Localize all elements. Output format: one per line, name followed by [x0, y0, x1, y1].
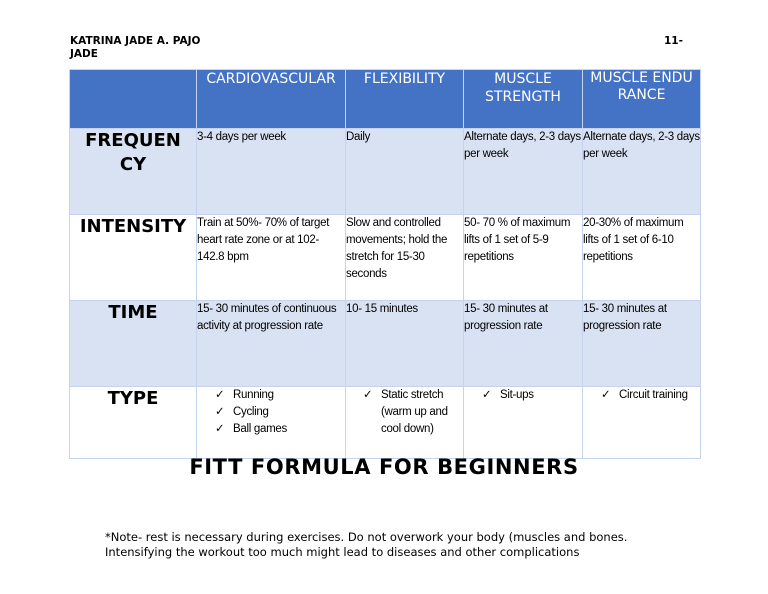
table-cell — [464, 387, 583, 459]
table-cell: Slow and controlled movements; hold the stretch for 15-30 seconds — [346, 215, 464, 301]
checkmark-icon: ✓ — [482, 389, 492, 401]
list-item: ✓ Sit-ups — [482, 387, 582, 404]
list-item: ✓ Static stretch (warm up and cool down) — [363, 389, 448, 435]
row-header-frequency: FREQUENCY — [70, 129, 197, 215]
row-header-type: TYPE — [70, 387, 197, 459]
type-list-muscle-strength — [482, 387, 582, 404]
table-row — [70, 215, 701, 301]
table-cell: Train at 50%- 70% of target heart rate zone or at 102-142.8 bpm — [197, 215, 346, 301]
column-header-muscle-endurance: MUSCLE ENDURANCE — [583, 70, 701, 129]
checkmark-icon: ✓ — [215, 406, 225, 418]
list-item: ✓ Cycling — [215, 404, 345, 421]
table-row — [70, 129, 701, 215]
table-cell — [583, 387, 701, 459]
list-item: ✓ Circuit training — [601, 387, 700, 404]
list-item: ✓ Ball games — [215, 421, 345, 438]
student-name: KATRINA JADE A. PAJO JADE — [70, 35, 201, 60]
column-header-cardiovascular: CARDIOVASCULAR — [197, 70, 346, 129]
checkmark-icon: ✓ — [363, 389, 373, 401]
list-item: ✓ Running — [215, 387, 345, 404]
table-header-row — [70, 70, 701, 129]
checkmark-icon: ✓ — [215, 423, 225, 435]
page-title: FITT FORMULA FOR BEGINNERS — [189, 455, 579, 479]
row-header-time: TIME — [70, 301, 197, 387]
column-header-flexibility: FLEXIBILITY — [346, 70, 464, 129]
table-cell — [197, 387, 346, 459]
table-row — [70, 301, 701, 387]
header-corner — [70, 70, 197, 129]
checkmark-icon: ✓ — [601, 389, 611, 401]
footnote: *Note- rest is necessary during exercises. Do not overwork your body (muscles and bones. Intensifying the workout too much might lead to diseases and other complications — [105, 530, 628, 559]
table-cell: 20-30% of maximum lifts of 1 set of 6-10 repetitions — [583, 215, 701, 301]
row-header-intensity: INTENSITY — [70, 215, 197, 301]
table-cell — [346, 387, 464, 459]
table-cell: Alternate days, 2-3 days per week — [464, 129, 583, 215]
type-list-flexibility — [363, 387, 463, 438]
table-row — [70, 387, 701, 459]
table-cell: Daily — [346, 129, 464, 215]
table-cell: 15- 30 minutes at progression rate — [583, 301, 701, 387]
grade-level: 11- — [664, 35, 683, 47]
table-cell: 50- 70 % of maximum lifts of 1 set of 5-9 repetitions — [464, 215, 583, 301]
table-cell: 15- 30 minutes at progression rate — [464, 301, 583, 387]
table-cell: 10- 15 minutes — [346, 301, 464, 387]
table-cell: 3-4 days per week — [197, 129, 346, 215]
type-list-muscle-endurance — [601, 387, 700, 404]
fitt-table — [69, 69, 701, 459]
type-list-cardiovascular — [215, 387, 345, 438]
table-cell: 15- 30 minutes of continuous activity at progression rate — [197, 301, 346, 387]
column-header-muscle-strength: MUSCLE STRENGTH — [464, 70, 583, 129]
checkmark-icon: ✓ — [215, 389, 225, 401]
table-cell: Alternate days, 2-3 days per week — [583, 129, 701, 215]
